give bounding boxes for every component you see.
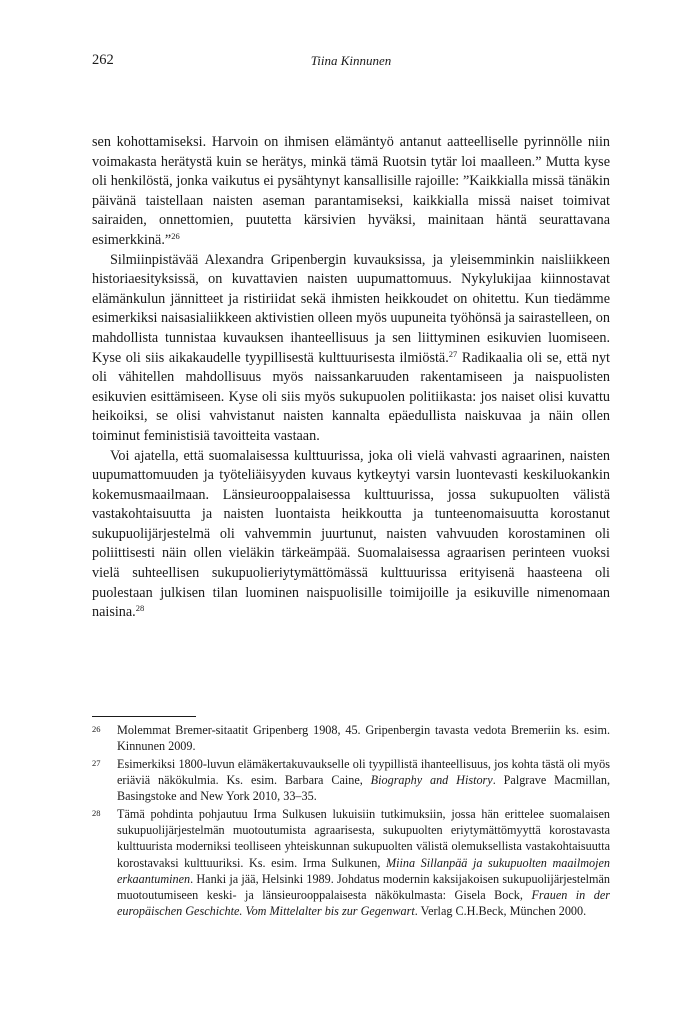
- footnote-text: [117, 756, 610, 805]
- footnote-title-italic: Miina Sillanpää ja sukupuolten maailmojen erkaantuminen: [117, 855, 610, 886]
- body-text: [92, 133, 610, 623]
- footnote-separator: [92, 716, 196, 717]
- footnote-28: [92, 806, 610, 919]
- footnote-text-part: . Verlag C.H.Beck, München 2000.: [414, 904, 587, 919]
- paragraph-2-text-a: Silmiinpistävää Alexandra Gripenbergin kuvauksissa, ja yleisemminkin naisliikkeen historiaesityksissä, on kuvattavien naisten uupumattomuus. Nykylukijaa kiinnostavat elämänkulun jännitteet ja ristiriidat sekä ihmisten heikkoudet on ohitettu. Kun tiedämme esimerkiksi naisasialiikkeen aktivistien olleen myös uupuneita työhönsä ja sairastelleen, on mahdollista tunnistaa kuvauksen ihanteellisuus ja sen liittyminen esikuvien luomiseen. Kyse oli siis aikakaudelle tyypillisestä kulttuurisesta ilmiöstä.: [92, 251, 610, 366]
- footnote-title-italic: Frauen in der europäischen Geschichte. Vom Mittelalter bis zur Gegenwart: [117, 888, 611, 919]
- footnote-ref-26: 26: [171, 230, 180, 241]
- footnote-ref-27: 27: [448, 348, 458, 359]
- footnote-text: Molemmat Bremer-sitaatit Gripenberg 1908, 45. Gripenbergin tavasta vedota Bremeriin ks. esim. Kinnunen 2009.: [117, 723, 610, 754]
- footnote-ref-28: 28: [135, 603, 145, 614]
- footnote-27: [92, 756, 610, 805]
- footnote-title-italic: Biography and History: [370, 773, 493, 788]
- footnote-text-part: . Hanki ja jää, Helsinki 1989. Johdatus modernin kaksijakoisen sukupuolijärjestelmän muotoutumiseen keski- ja länsieurooppalaisesta näkökulmasta: Gisela Bock,: [117, 871, 610, 903]
- paragraph-1-text: sen kohottamiseksi. Harvoin on ihmisen elämäntyö antanut aatteelliselle pyrinnölle niin voimakasta herätystä kuin se herätys, minkä tämä Ruotsin tytär loi maalleen.” Mutta kyse oli henkilöstä, jonka vaikutus ei pysähtynyt kansallisille rajoille: ”Kaikkialla missä tänäkin päivänä taistellaan naisten aseman parantamiseksi, kaikkialla missä naiset toimivat sairaiden, onnettomien, puutetta kärsivien hyväksi, mainitaan häntä seurattavana esimerkkinä.”: [92, 134, 610, 248]
- footnote-number: 28: [92, 808, 101, 819]
- page-number: 262: [92, 52, 114, 68]
- paragraph-2-text-b: Radikaalia oli se, että nyt oli vähitellen mahdollisuus myös naissankaruuden rakentamiseen ja naispuolisten esikuvien esittämiseen. Kyse oli siis myös sukupuolen politiikasta: jos naiset olisi kuvattu heikoiksi, se olisi vahvistanut naisten kannalta epäedullista naiskuvaa ja näin ollen toiminut feministisiä tavoitteita vastaan.: [92, 349, 610, 444]
- footnote-26: [92, 722, 610, 754]
- footnote-text-part: Tämä pohdinta pohjautuu Irma Sulkusen lukuisiin tutkimuksiin, jossa hän erittelee suomalaisen sukupuolijärjestelmän muotoutumista agraarisesta, sukupuolten eriytymättömyyttä korostavasta kulttuurista moderniksi teolliseen yhteiskunnan sukupuolten välistä olemuksellista vastakohtaisuutta korostavaksi kulttuuriksi. Ks. esim. Irma Sulkunen,: [117, 807, 610, 870]
- footnote-text-part: . Palgrave Macmillan, Basingstoke and New York 2010, 33–35.: [117, 773, 610, 804]
- paragraph-2: [92, 251, 610, 447]
- footnote-text-part: Esimerkiksi 1800-luvun elämäkertakuvaukselle oli tyypillistä ihanteellisuus, jos kohta tästä oli myös eriäviä näkökulmia. Ks. esim. Barbara Caine,: [117, 756, 610, 788]
- paragraph-1: [92, 133, 610, 251]
- paragraph-3: [92, 447, 610, 623]
- running-head: Tiina Kinnunen: [310, 53, 392, 68]
- footnote-number: 27: [92, 757, 101, 768]
- footnotes: [92, 722, 610, 921]
- footnote-text: [117, 806, 610, 919]
- paragraph-3-text: Voi ajatella, että suomalaisessa kulttuurissa, joka oli vielä vahvasti agraarinen, naisten uupumattomuuden ja työteliäisyyden kuvaus kytkeytyi varsin luontevasti keskiluokankin kokemusmaailmaan. Länsieurooppalaisessa kulttuurissa, jossa sukupuolten välistä vastakohtaisuutta ja naisten luontaista heikkoutta ja tunteenomaisuutta korostanut sukupuolijärjestelmä oli vahvemmin juurtunut, naisten vahvuuden korostaminen oli poliittisesti näin ollen vieläkin tärkeämpää. Suomalaisessa agraarisen perinteen vuoksi vielä suhteellisen sukupuolieriytymättömässä kulttuurissa erityisenä haasteena oli puolestaan julkisen tilan luominen naispuolisille toimijoille ja esikuville nimenomaan naisina.: [92, 447, 610, 621]
- footnote-number: 26: [92, 724, 101, 734]
- page-header: [92, 52, 610, 74]
